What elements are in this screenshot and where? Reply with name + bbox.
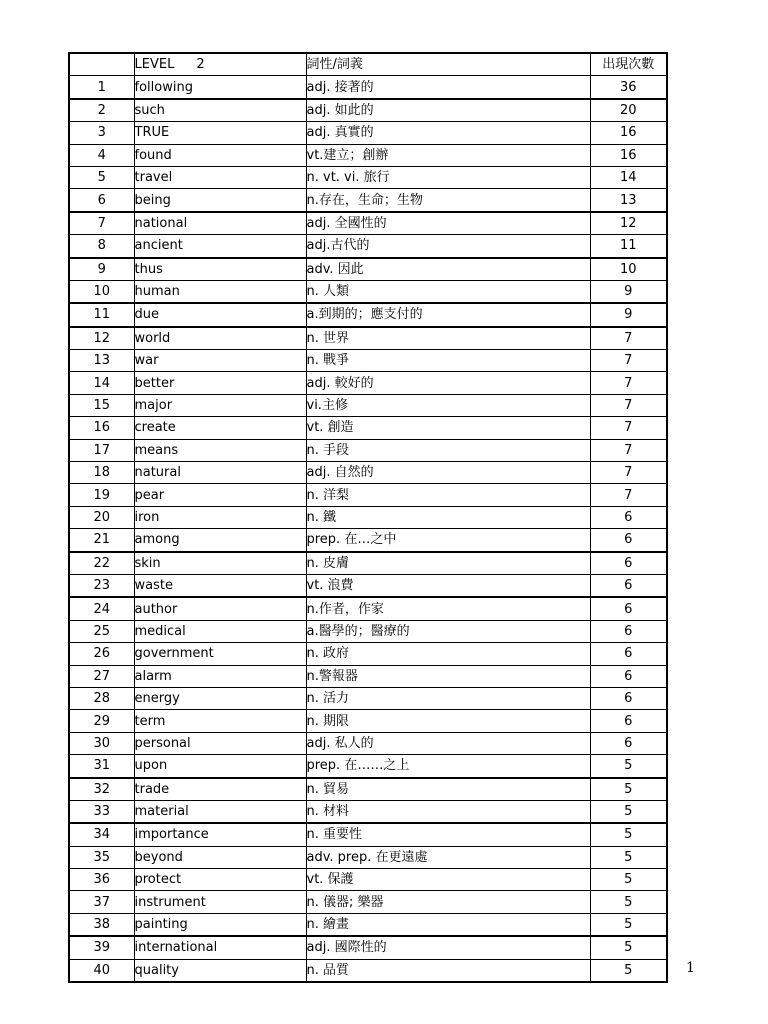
table-row — [69, 936, 667, 959]
row-definition: n. 手段 — [306, 439, 590, 461]
row-count: 5 — [590, 846, 667, 868]
row-count: 6 — [590, 597, 667, 620]
row-number: 37 — [69, 891, 134, 913]
row-count: 10 — [590, 258, 667, 281]
table-row — [69, 710, 667, 732]
row-number: 32 — [69, 778, 134, 801]
row-count: 5 — [590, 869, 667, 891]
row-definition: n. 儀器; 樂器 — [306, 891, 590, 913]
table-row — [69, 959, 667, 982]
table-row — [69, 417, 667, 439]
row-count: 16 — [590, 122, 667, 144]
row-count: 5 — [590, 913, 667, 936]
row-count: 36 — [590, 76, 667, 99]
row-count: 11 — [590, 235, 667, 258]
table-row — [69, 755, 667, 778]
table-row — [69, 122, 667, 144]
row-definition: adj. 真實的 — [306, 122, 590, 144]
row-number: 5 — [69, 166, 134, 188]
table-row — [69, 506, 667, 528]
table-row — [69, 665, 667, 687]
header-level-value: 2 — [196, 57, 205, 73]
row-count: 7 — [590, 462, 667, 484]
row-count: 6 — [590, 710, 667, 732]
row-word: ancient — [134, 235, 306, 258]
row-word: importance — [134, 823, 306, 846]
row-count: 16 — [590, 144, 667, 166]
row-count: 20 — [590, 99, 667, 122]
row-number: 13 — [69, 350, 134, 372]
row-word: personal — [134, 732, 306, 754]
row-number: 6 — [69, 189, 134, 212]
row-definition: n.警報器 — [306, 665, 590, 687]
row-word: being — [134, 189, 306, 212]
row-count: 9 — [590, 280, 667, 303]
row-number: 18 — [69, 462, 134, 484]
row-definition: adj. 自然的 — [306, 462, 590, 484]
row-number: 2 — [69, 99, 134, 122]
row-word: skin — [134, 552, 306, 575]
table-row — [69, 620, 667, 642]
row-number: 16 — [69, 417, 134, 439]
row-number: 1 — [69, 76, 134, 99]
row-word: iron — [134, 506, 306, 528]
row-word: protect — [134, 869, 306, 891]
row-definition: vt.建立；創辦 — [306, 144, 590, 166]
table-row — [69, 394, 667, 416]
table-row — [69, 846, 667, 868]
row-number: 20 — [69, 506, 134, 528]
row-count: 9 — [590, 303, 667, 326]
row-word: means — [134, 439, 306, 461]
row-word: following — [134, 76, 306, 99]
row-word: international — [134, 936, 306, 959]
table-row — [69, 144, 667, 166]
row-count: 5 — [590, 823, 667, 846]
row-number: 33 — [69, 800, 134, 823]
row-count: 14 — [590, 166, 667, 188]
row-number: 10 — [69, 280, 134, 303]
row-word: term — [134, 710, 306, 732]
row-definition: vt. 創造 — [306, 417, 590, 439]
table-row — [69, 869, 667, 891]
row-definition: n. 品質 — [306, 959, 590, 982]
row-definition: n. 政府 — [306, 643, 590, 665]
row-number: 3 — [69, 122, 134, 144]
table-row — [69, 462, 667, 484]
header-definition: 詞性/詞義 — [306, 53, 590, 76]
row-count: 7 — [590, 439, 667, 461]
row-word: thus — [134, 258, 306, 281]
row-count: 6 — [590, 687, 667, 709]
row-count: 6 — [590, 506, 667, 528]
header-level — [134, 53, 306, 76]
row-number: 28 — [69, 687, 134, 709]
table-row — [69, 778, 667, 801]
row-count: 5 — [590, 936, 667, 959]
row-number: 15 — [69, 394, 134, 416]
row-number: 24 — [69, 597, 134, 620]
row-number: 38 — [69, 913, 134, 936]
row-number: 34 — [69, 823, 134, 846]
row-count: 5 — [590, 891, 667, 913]
row-word: world — [134, 327, 306, 350]
table-row — [69, 166, 667, 188]
row-word: upon — [134, 755, 306, 778]
table-row — [69, 552, 667, 575]
row-word: material — [134, 800, 306, 823]
row-definition: n. 鐵 — [306, 506, 590, 528]
header-number — [69, 53, 134, 76]
table-row — [69, 189, 667, 212]
row-number: 26 — [69, 643, 134, 665]
header-level-label: LEVEL — [134, 57, 175, 73]
row-number: 36 — [69, 869, 134, 891]
row-count: 7 — [590, 327, 667, 350]
row-number: 21 — [69, 529, 134, 552]
table-row — [69, 574, 667, 597]
row-number: 30 — [69, 732, 134, 754]
row-number: 40 — [69, 959, 134, 982]
row-word: create — [134, 417, 306, 439]
header-count: 出現次數 — [590, 53, 667, 76]
table-row — [69, 372, 667, 394]
row-definition: prep. 在…之中 — [306, 529, 590, 552]
row-count: 6 — [590, 529, 667, 552]
row-number: 23 — [69, 574, 134, 597]
row-definition: n. 洋梨 — [306, 484, 590, 506]
row-definition: n. 貿易 — [306, 778, 590, 801]
row-word: energy — [134, 687, 306, 709]
row-word: pear — [134, 484, 306, 506]
row-word: alarm — [134, 665, 306, 687]
row-word: travel — [134, 166, 306, 188]
row-definition: n. 皮膚 — [306, 552, 590, 575]
row-word: national — [134, 212, 306, 235]
table-row — [69, 687, 667, 709]
row-word: instrument — [134, 891, 306, 913]
row-count: 13 — [590, 189, 667, 212]
table-row — [69, 643, 667, 665]
row-definition: n. 材料 — [306, 800, 590, 823]
row-word: trade — [134, 778, 306, 801]
row-number: 29 — [69, 710, 134, 732]
row-definition: n. 活力 — [306, 687, 590, 709]
row-definition: adv. prep. 在更遠處 — [306, 846, 590, 868]
row-definition: n. 戰爭 — [306, 350, 590, 372]
row-definition: vi.主修 — [306, 394, 590, 416]
row-definition: n. 人類 — [306, 280, 590, 303]
row-count: 6 — [590, 620, 667, 642]
row-count: 5 — [590, 755, 667, 778]
row-number: 25 — [69, 620, 134, 642]
table-row — [69, 529, 667, 552]
row-number: 31 — [69, 755, 134, 778]
table-row — [69, 280, 667, 303]
row-word: better — [134, 372, 306, 394]
table-row — [69, 350, 667, 372]
row-number: 27 — [69, 665, 134, 687]
table-row — [69, 823, 667, 846]
row-number: 19 — [69, 484, 134, 506]
row-word: human — [134, 280, 306, 303]
row-count: 6 — [590, 574, 667, 597]
row-count: 5 — [590, 959, 667, 982]
row-word: due — [134, 303, 306, 326]
table-row — [69, 303, 667, 326]
table-row — [69, 258, 667, 281]
row-word: author — [134, 597, 306, 620]
row-number: 12 — [69, 327, 134, 350]
row-definition: adj. 較好的 — [306, 372, 590, 394]
row-definition: a.到期的；應支付的 — [306, 303, 590, 326]
table-row — [69, 327, 667, 350]
row-count: 7 — [590, 372, 667, 394]
row-definition: n. 繪畫 — [306, 913, 590, 936]
row-number: 7 — [69, 212, 134, 235]
row-definition: adj. 接著的 — [306, 76, 590, 99]
row-word: among — [134, 529, 306, 552]
table-row — [69, 913, 667, 936]
row-definition: n. 期限 — [306, 710, 590, 732]
row-count: 12 — [590, 212, 667, 235]
row-definition: vt. 保護 — [306, 869, 590, 891]
row-number: 14 — [69, 372, 134, 394]
table-row — [69, 76, 667, 99]
row-definition: a.醫學的；醫療的 — [306, 620, 590, 642]
row-number: 39 — [69, 936, 134, 959]
row-number: 4 — [69, 144, 134, 166]
row-word: natural — [134, 462, 306, 484]
row-definition: n. 重要性 — [306, 823, 590, 846]
row-count: 7 — [590, 417, 667, 439]
row-definition: adj.古代的 — [306, 235, 590, 258]
table-row — [69, 597, 667, 620]
table-row — [69, 439, 667, 461]
table-row — [69, 891, 667, 913]
page-number: 1 — [686, 960, 695, 976]
row-word: TRUE — [134, 122, 306, 144]
row-count: 6 — [590, 552, 667, 575]
row-count: 6 — [590, 643, 667, 665]
row-word: war — [134, 350, 306, 372]
row-definition: n. 世界 — [306, 327, 590, 350]
table-row — [69, 732, 667, 754]
table-row — [69, 800, 667, 823]
row-number: 17 — [69, 439, 134, 461]
row-definition: adj. 全國性的 — [306, 212, 590, 235]
table-header-row — [69, 53, 667, 76]
row-word: medical — [134, 620, 306, 642]
row-word: such — [134, 99, 306, 122]
row-definition: adj. 如此的 — [306, 99, 590, 122]
row-number: 11 — [69, 303, 134, 326]
row-definition: adj. 國際性的 — [306, 936, 590, 959]
table-row — [69, 99, 667, 122]
row-word: government — [134, 643, 306, 665]
row-definition: prep. 在……之上 — [306, 755, 590, 778]
row-word: painting — [134, 913, 306, 936]
row-definition: n. vt. vi. 旅行 — [306, 166, 590, 188]
row-count: 6 — [590, 665, 667, 687]
row-number: 9 — [69, 258, 134, 281]
row-count: 7 — [590, 484, 667, 506]
table-row — [69, 235, 667, 258]
row-count: 5 — [590, 800, 667, 823]
row-number: 35 — [69, 846, 134, 868]
row-word: beyond — [134, 846, 306, 868]
row-count: 6 — [590, 732, 667, 754]
table-row — [69, 212, 667, 235]
row-definition: n.存在，生命；生物 — [306, 189, 590, 212]
row-count: 7 — [590, 394, 667, 416]
row-word: waste — [134, 574, 306, 597]
row-word: found — [134, 144, 306, 166]
row-count: 5 — [590, 778, 667, 801]
row-definition: adj. 私人的 — [306, 732, 590, 754]
row-definition: vt. 浪費 — [306, 574, 590, 597]
row-definition: n.作者，作家 — [306, 597, 590, 620]
row-word: major — [134, 394, 306, 416]
row-definition: adv. 因此 — [306, 258, 590, 281]
table-row — [69, 484, 667, 506]
row-count: 7 — [590, 350, 667, 372]
vocabulary-table — [68, 52, 668, 983]
row-number: 8 — [69, 235, 134, 258]
table-body — [69, 76, 667, 982]
row-word: quality — [134, 959, 306, 982]
row-number: 22 — [69, 552, 134, 575]
